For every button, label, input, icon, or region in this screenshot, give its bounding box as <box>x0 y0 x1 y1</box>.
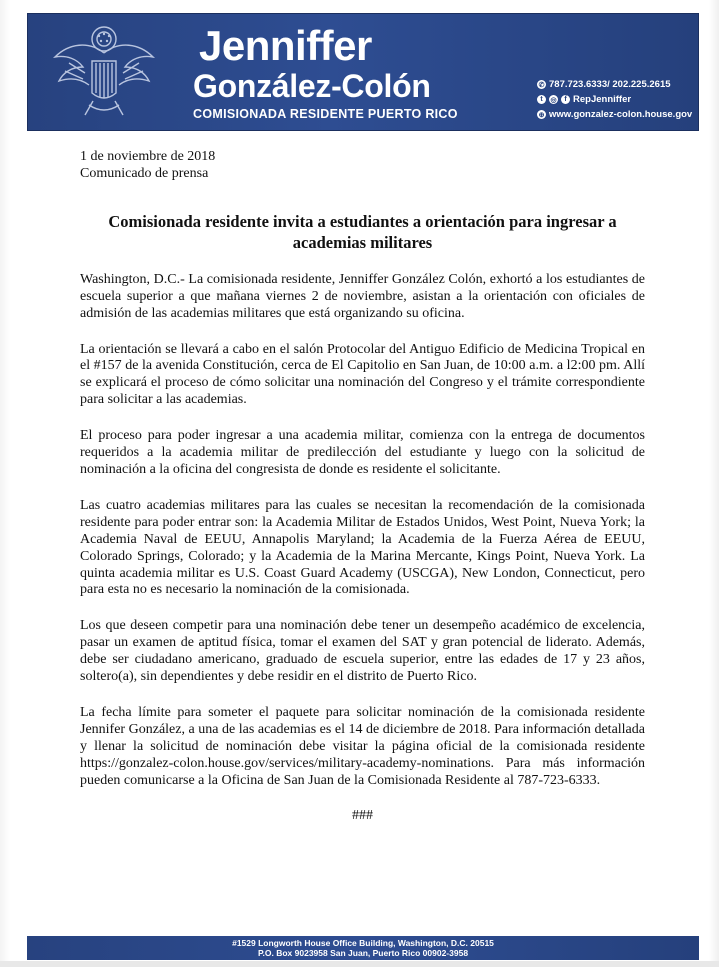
footer-address-pr: P.O. Box 9023958 San Juan, Puerto Rico 00902-3958 <box>257 948 469 958</box>
instagram-icon: ◎ <box>550 96 557 104</box>
office-title: COMISIONADA RESIDENTE PUERTO RICO <box>193 107 458 121</box>
paragraph: Los que deseen competir para una nominación debe tener un desempeño académico de excelencia, pasar un examen de aptitud física, tomar el examen del SAT y gran potencial de liderato. Además, debe ser ciudadano americano, graduado de escuela superior, entre las edades de 17 y 23 años, soltero(a), sin dependientes y debe residir en el distrito de Puerto Rico. <box>80 618 645 685</box>
end-mark: ### <box>352 808 373 824</box>
headline: Comisionada residente invita a estudiantes a orientación para ingresar a academias militares <box>108 211 617 252</box>
twitter-icon: t <box>537 95 546 104</box>
paragraph: El proceso para poder ingresar a una academia militar, comienza con la entrega de documentos requeridos a la academia militar de predilección del estudiante y luego con la solicitud de nominación a la oficina del congresista de donde es residente el solicitante. <box>80 428 645 477</box>
contact-website <box>537 107 697 122</box>
release-type: Comunicado de prensa <box>80 165 209 181</box>
press-release-body <box>80 149 645 839</box>
letterhead-banner <box>27 13 699 131</box>
release-date: 1 de noviembre de 2018 <box>80 149 216 164</box>
globe-icon: ⊕ <box>538 111 545 119</box>
paragraph: La orientación se llevará a cabo en el salón Protocolar del Antiguo Edificio de Medicina Tropical en el #157 de la avenida Constitución, cerca de El Capitolio en San Juan, de 10:00 a.m. a l2:00 pm. Allí se explicará el proceso de cómo solicitar una nominación del Congreso y el trámite correspondiente para solicitar a las academias. <box>80 341 645 408</box>
name-first: Jenniffer <box>199 22 372 69</box>
phone-text: 787.723.6333/ 202.225.2615 <box>549 79 671 90</box>
contact-social <box>537 92 697 107</box>
website-text: www.gonzalez-colon.house.gov <box>549 109 693 120</box>
social-handle: RepJenniffer <box>573 94 632 105</box>
contact-info <box>537 77 697 122</box>
contact-phone <box>537 77 697 92</box>
paragraph: La fecha límite para someter el paquete para solicitar nominación de la comisionada residente Jennifer González, a una de las academias es el 14 de diciembre de 2018. Para información detallada y llenar la solicitud de nominación debe visitar la página oficial de la comisionada residente https://gonzalez-colon.house.gov/services/military-academy-nominations. Para más información pueden comunicarse a la Oficina de San Juan de la Comisionada Residente al 787-723-6333. <box>80 704 645 788</box>
paragraph: Las cuatro academias militares para las cuales se necesitan la recomendación de la comisionada residente para poder entrar son: la Academia Militar de Estados Unidos, West Point, Nueva York; la Academia Naval de EEUU, Annapolis Maryland; la Academia de la Fuerza Aérea de EEUU, Colorado Springs, Colorado; y la Academia de la Marina Mercante, Kings Point, Nueva York. La quinta academia militar es U.S. Coast Guard Academy (USCGA), New London, Connecticut, pero para esta no es necesario la nominación de la comisionada. <box>80 497 645 598</box>
congresswoman-name <box>193 22 458 121</box>
page-bottom-edge <box>0 961 719 967</box>
footer-address-dc: #1529 Longworth House Office Building, Washington, D.C. 20515 <box>232 938 494 948</box>
footer-banner <box>27 936 699 960</box>
facebook-icon: f <box>561 95 570 104</box>
phone-icon: ✆ <box>538 81 545 89</box>
name-last: González-Colón <box>193 68 431 104</box>
us-congress-seal-icon <box>49 23 159 123</box>
paragraph: Washington, D.C.- La comisionada residente, Jenniffer González Colón, exhortó a los estudiantes de escuela superior a que mañana viernes 2 de noviembre, asistan a la orientación con oficiales de admisión de las academias militares que está organizando su oficina. <box>80 271 645 321</box>
